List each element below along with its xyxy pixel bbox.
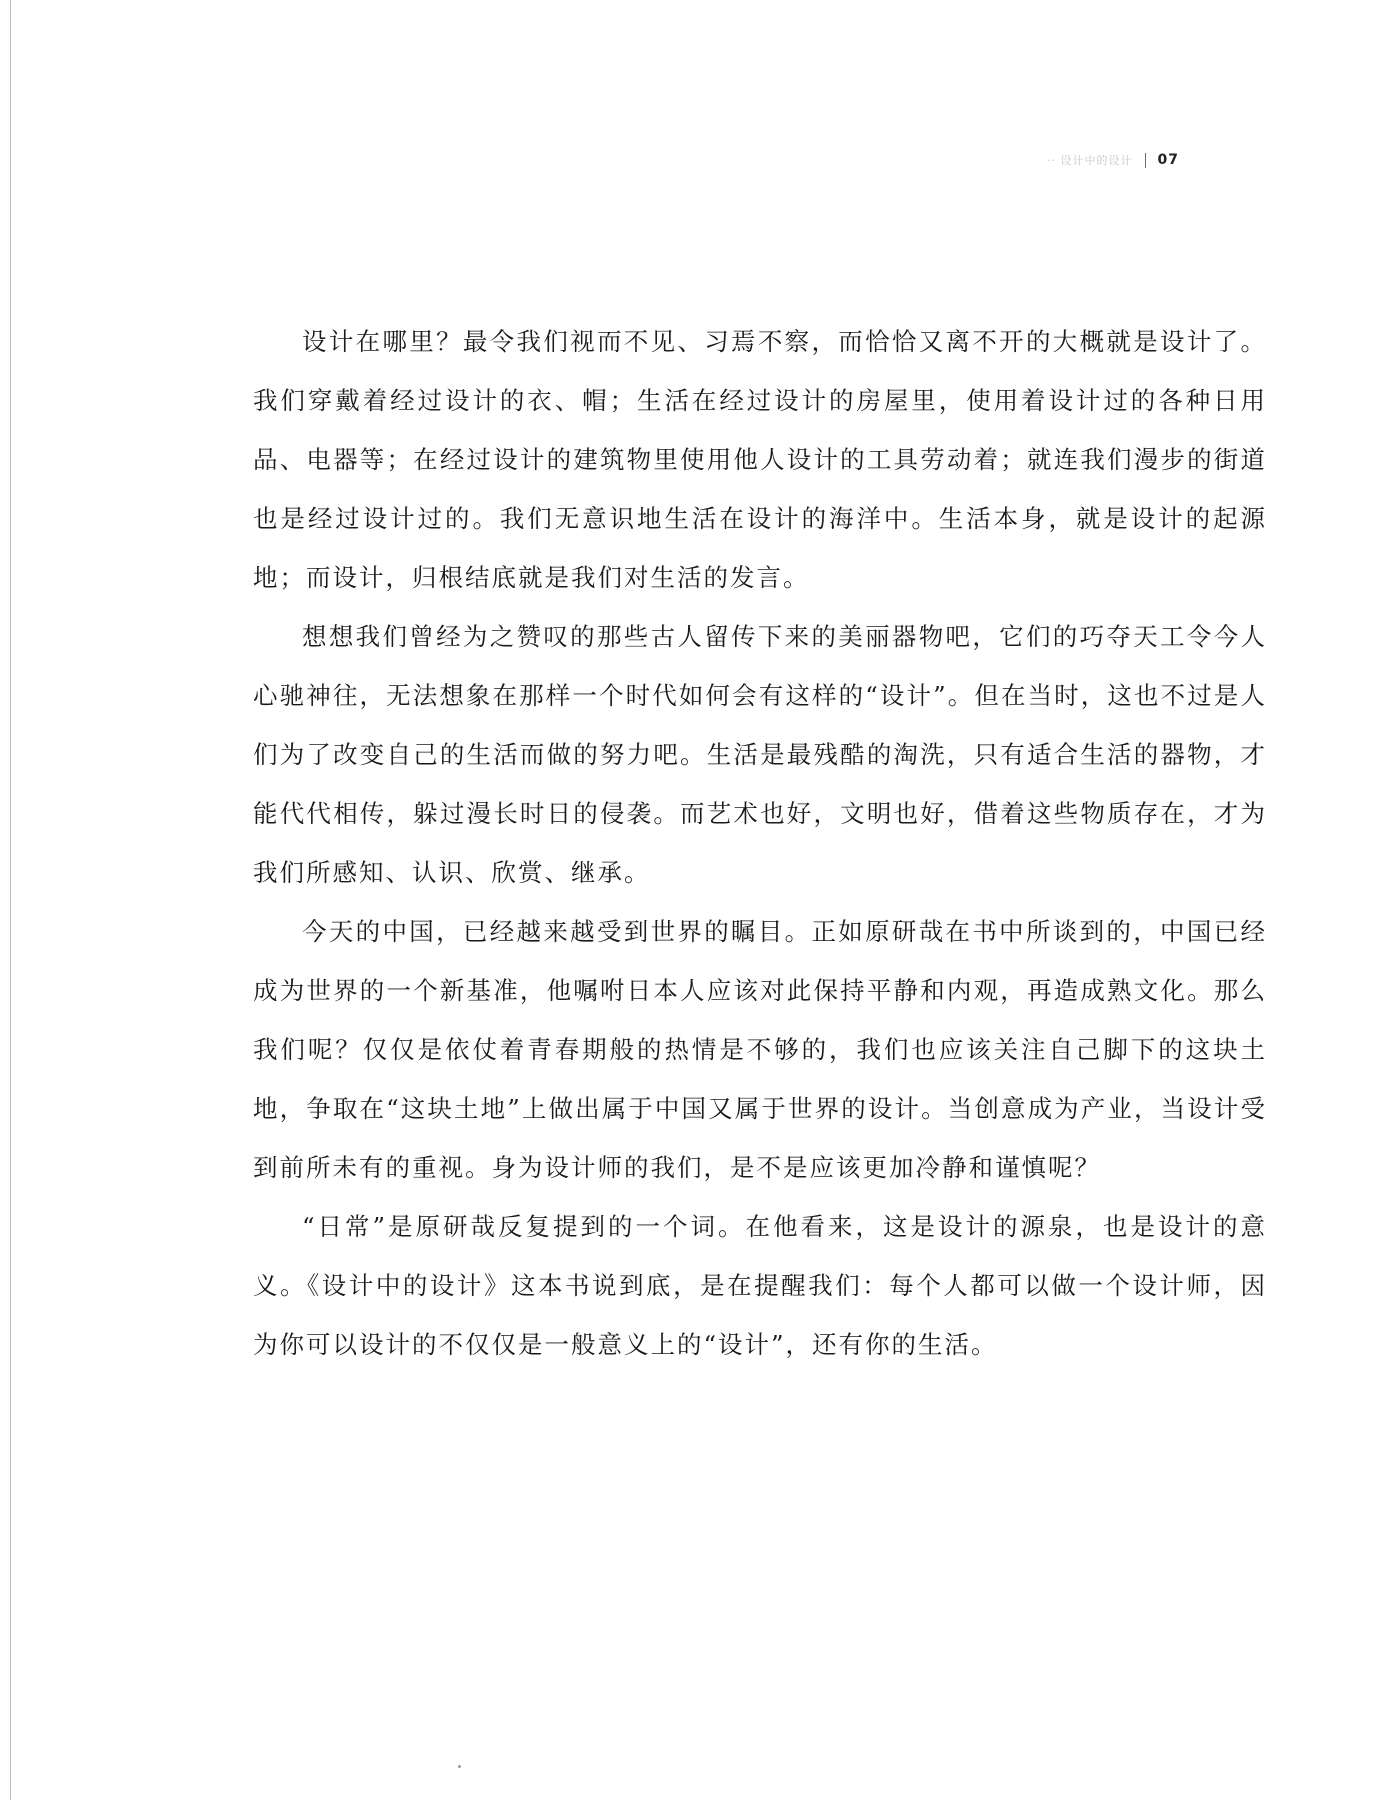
page-number: 07 bbox=[1157, 152, 1179, 168]
body-text bbox=[253, 312, 1267, 1374]
page-binding-edge bbox=[10, 0, 11, 1800]
header-divider bbox=[1145, 153, 1146, 168]
paragraph-2: 想想我们曾经为之赞叹的那些古人留传下来的美丽器物吧，它们的巧夺天工令今人心驰神往，无法想象在那样一个时代如何会有这样的“设计”。但在当时，这也不过是人们为了改变自己的生活而做的努力吧。生活是最残酷的淘洗，只有适合生活的器物，才能代代相传，躲过漫长时日的侵袭。而艺术也好，文明也好，借着这些物质存在，才为我们所感知、认识、欣赏、继承。 bbox=[253, 622, 1267, 887]
page-header bbox=[1047, 152, 1179, 168]
running-head: ·· 设计中的设计 bbox=[1047, 154, 1133, 167]
paragraph-4: “日常”是原研哉反复提到的一个词。在他看来，这是设计的源泉，也是设计的意义。《设计中的设计》这本书说到底，是在提醒我们：每个人都可以做一个设计师，因为你可以设计的不仅仅是一般意义上的“设计”，还有你的生活。 bbox=[253, 1212, 1267, 1359]
scan-speck bbox=[458, 1765, 461, 1768]
paragraph-3: 今天的中国，已经越来越受到世界的瞩目。正如原研哉在书中所谈到的，中国已经成为世界的一个新基准，他嘱咐日本人应该对此保持平静和内观，再造成熟文化。那么我们呢？仅仅是依仗着青春期般的热情是不够的，我们也应该关注自己脚下的这块土地，争取在“这块土地”上做出属于中国又属于世界的设计。当创意成为产业，当设计受到前所未有的重视。身为设计师的我们，是不是应该更加冷静和谨慎呢？ bbox=[253, 917, 1267, 1182]
paragraph-1: 设计在哪里？最令我们视而不见、习焉不察，而恰恰又离不开的大概就是设计了。我们穿戴着经过设计的衣、帽；生活在经过设计的房屋里，使用着设计过的各种日用品、电器等；在经过设计的建筑物里使用他人设计的工具劳动着；就连我们漫步的街道也是经过设计过的。我们无意识地生活在设计的海洋中。生活本身，就是设计的起源地；而设计，归根结底就是我们对生活的发言。 bbox=[253, 327, 1267, 592]
